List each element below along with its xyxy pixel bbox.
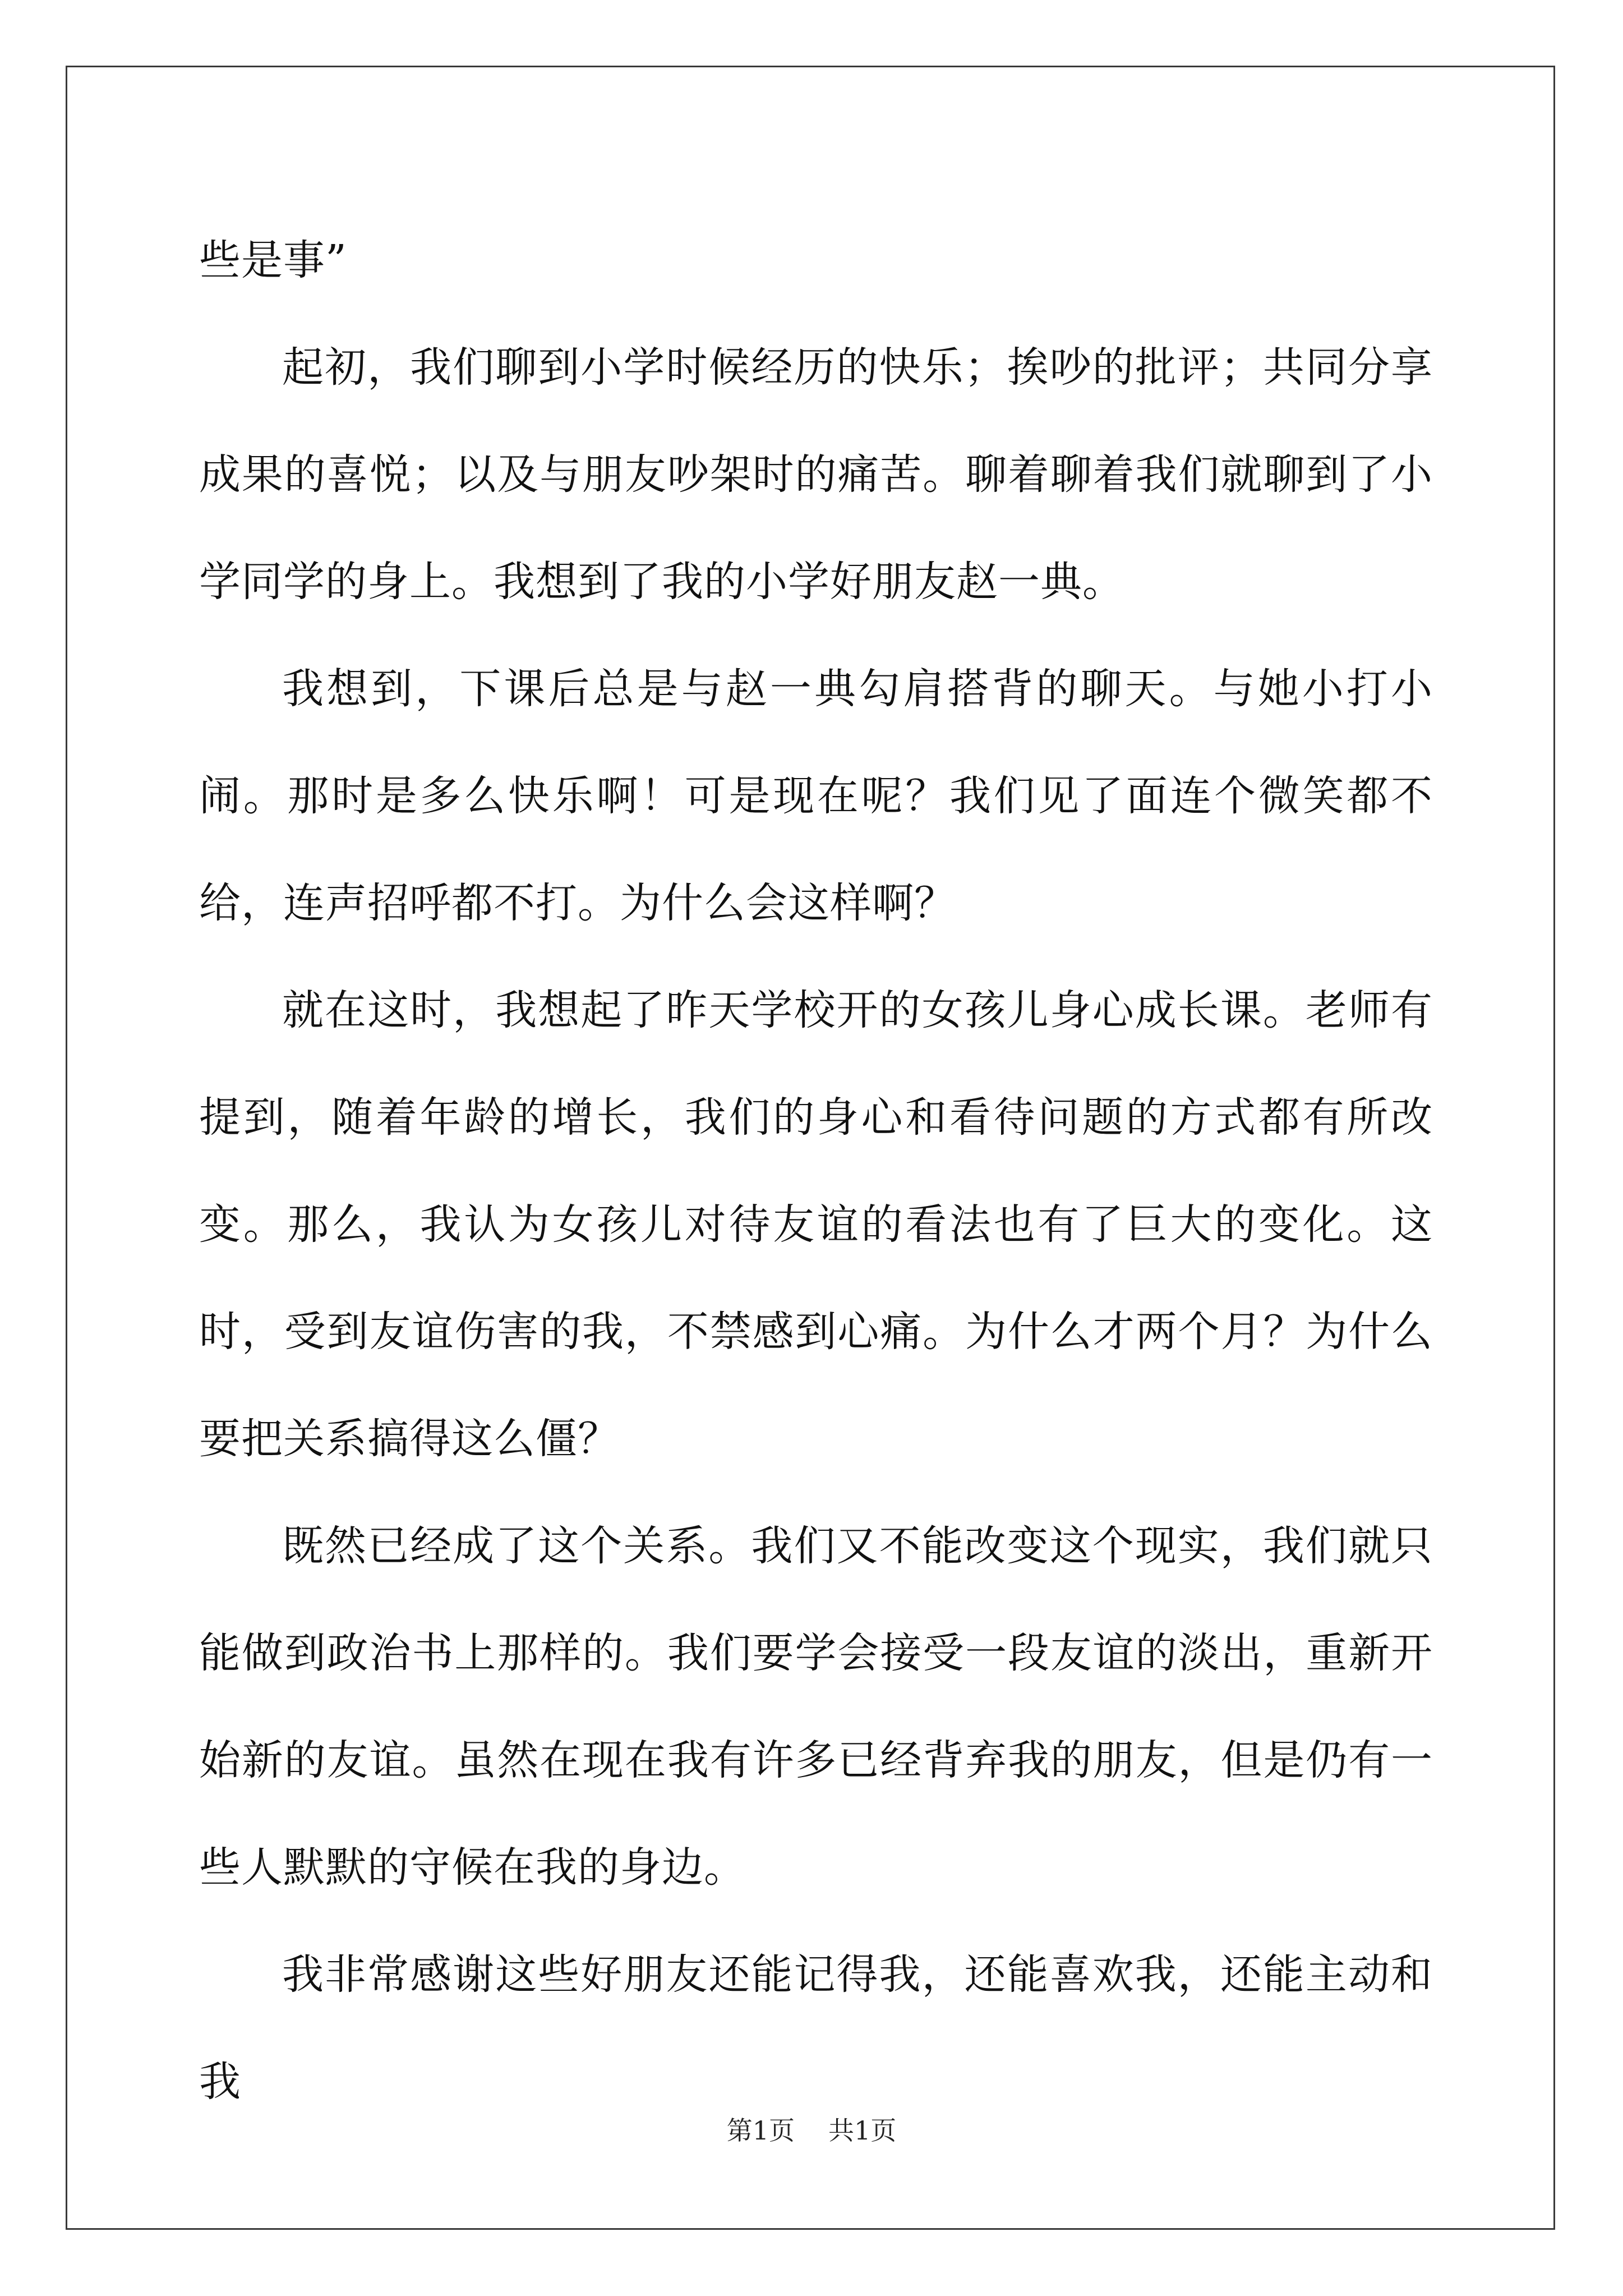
page-number: 第1页	[726, 2115, 795, 2146]
paragraph-4: 就在这时，我想起了昨天学校开的女孩儿身心成长课。老师有提到，随着年龄的增长，我们的身心和看待问题的方式都有所改变。那么，我认为女孩儿对待友谊的看法也有了巨大的变化。这时，受到友谊伤害的我，不禁感到心痛。为什么才两个月？为什么要把关系搞得这么僵？	[199, 986, 1433, 1463]
paragraph-5: 既然已经成了这个关系。我们又不能改变这个现实，我们就只能做到政治书上那样的。我们要学会接受一段友谊的淡出，重新开始新的友谊。虽然在现在我有许多已经背弃我的朋友，但是仍有一些人默默的守候在我的身边。	[199, 1522, 1433, 1892]
paragraph-1: 些是事”	[199, 236, 347, 284]
paragraph-3: 我想到，下课后总是与赵一典勾肩搭背的聊天。与她小打小闹。那时是多么快乐啊！可是现在呢？我们见了面连个微笑都不给，连声招呼都不打。为什么会这样啊？	[199, 665, 1433, 927]
paragraph-6: 我非常感谢这些好朋友还能记得我，还能喜欢我，还能主动和我	[199, 1950, 1433, 2106]
page-total: 共1页	[828, 2115, 897, 2146]
page-footer	[0, 2110, 1623, 2147]
document-body	[199, 207, 1433, 2136]
paragraph-2: 起初，我们聊到小学时候经历的快乐；挨吵的批评；共同分享成果的喜悦；以及与朋友吵架时的痛苦。聊着聊着我们就聊到了小学同学的身上。我想到了我的小学好朋友赵一典。	[199, 343, 1433, 606]
